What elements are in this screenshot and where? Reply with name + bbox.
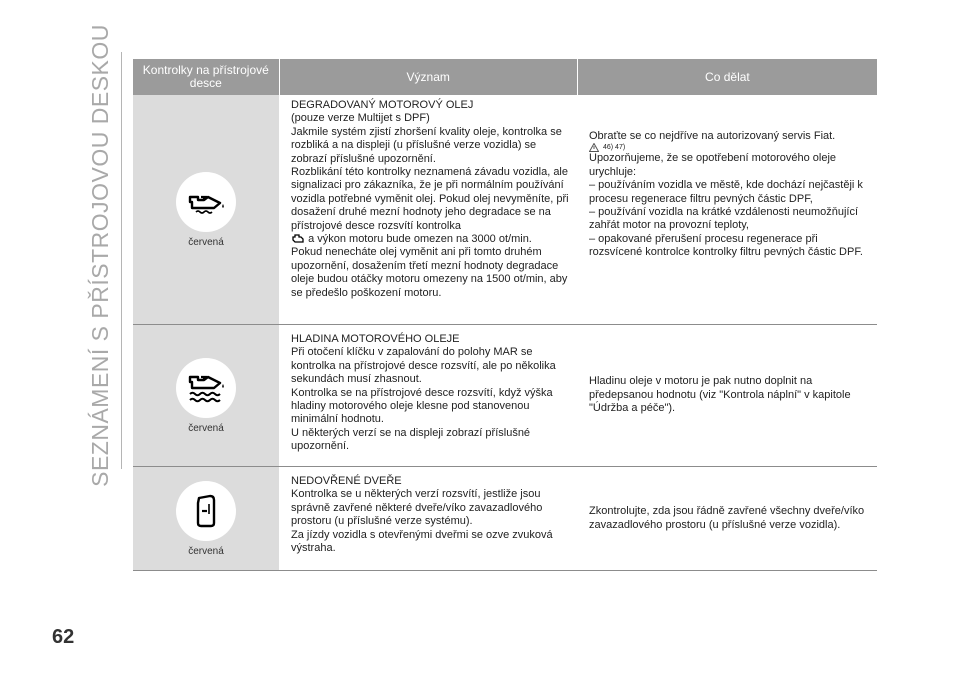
action-text: Obraťte se co nejdříve na autorizovaný servis Fiat.: [589, 130, 836, 142]
header-meaning: Význam: [280, 59, 578, 95]
header-warning-lights: Kontrolky na přístrojové desce: [133, 59, 280, 95]
meaning-title: NEDOVŘENÉ DVEŘE: [291, 475, 402, 487]
action-text: – používáním vozidla ve městě, kde dochází nejčastěji k procesu regenerace filtru pevných částic DPF,: [589, 179, 863, 205]
warning-triangle-icon: [589, 143, 599, 152]
meaning-text: Jakmile systém zjistí zhoršení kvality oleje, kontrolka se rozbliká a na displeji (u příslušné verze vozidla) se zobrazí příslušné upozornění.: [291, 125, 562, 165]
table-header: [133, 59, 877, 95]
action-text: Zkontrolujte, zda jsou řádně zavřené všechny dveře/víko zavazadlového prostoru (u příslušné verze vozidla).: [589, 505, 865, 531]
section-title-vertical: [82, 23, 118, 487]
page-number: 62: [52, 626, 75, 648]
oil-degradation-icon: [176, 172, 236, 232]
table-row: [133, 95, 877, 325]
door-open-icon: [176, 481, 236, 541]
warning-icon-cell: [133, 325, 279, 466]
oil-level-icon: [176, 358, 236, 418]
section-title: SEZNÁMENÍ S PŘÍSTROJOVOU DESKOU: [86, 23, 113, 487]
side-divider: [121, 52, 122, 469]
action-cell: [577, 325, 877, 466]
action-text: – používání vozidla na krátké vzdálenosti neumožňující zahřát motor na provozní teploty,: [589, 206, 859, 232]
engine-icon: [291, 234, 305, 244]
icon-color-label: červená: [188, 545, 224, 557]
meaning-cell: [279, 95, 577, 324]
meaning-text-with-icon: [291, 233, 571, 246]
meaning-text: Kontrolka se na přístrojové desce rozsvítí, když výška hladiny motorového oleje klesne pod stanovenou minimální hodnotu.: [291, 386, 553, 426]
meaning-text: U některých verzí se na displeji zobrazí příslušné upozornění.: [291, 426, 531, 453]
warning-numbers: 46) 47): [603, 144, 626, 152]
meaning-cell: [279, 325, 577, 466]
action-text: Hladinu oleje v motoru je pak nutno doplnit na předepsanou hodnotu (viz "Kontrola náplní" v kapitole "Údržba a péče").: [589, 375, 851, 415]
meaning-text: Za jízdy vozidla s otevřenými dveřmi se ozve zvuková výstraha.: [291, 528, 553, 555]
meaning-title: DEGRADOVANÝ MOTOROVÝ OLEJ: [291, 99, 474, 111]
warning-lights-table: [133, 59, 877, 571]
meaning-text: Pokud nenecháte olej vyměnit ani při tomto druhém upozornění, dosažením třetí mezní hodnoty degradace oleje budou otáčky motoru omezeny na 1500 ot/min, aby se předešlo poškození motoru.: [291, 246, 568, 299]
action-text: – opakované přerušení procesu regenerace při rozsvícené kontrolce kontrolky filtru pevných částic DPF.: [589, 232, 863, 259]
meaning-title: HLADINA MOTOROVÉHO OLEJE: [291, 333, 460, 345]
meaning-cell: [279, 467, 577, 570]
warning-icon-cell: [133, 467, 279, 570]
meaning-text: (pouze verze Multijet s DPF): [291, 112, 430, 125]
meaning-after-icon: a výkon motoru bude omezen na 3000 ot/min.: [308, 233, 532, 246]
header-what-to-do: Co dělat: [705, 69, 750, 84]
icon-color-label: červená: [188, 236, 224, 248]
warning-reference: [589, 143, 871, 152]
table-row: [133, 467, 877, 571]
meaning-text: Při otočení klíčku v zapalování do polohy MAR se kontrolka na přístrojové desce rozsvítí, ale po několika sekundách musí zhasnout.: [291, 346, 556, 386]
icon-color-label: červená: [188, 422, 224, 434]
meaning-text: Kontrolka se u některých verzí rozsvítí, jestliže jsou správně zavřené některé dveře/víko zavazadlového prostoru (u příslušné verze systému).: [291, 488, 543, 528]
meaning-text: Rozblikání této kontrolky neznamená závadu vozidla, ale signalizaci pro zákazníka, že je při normálním používání vozidla potřebné vyměnit olej. Pokud olej nevyměníte, při dosažení druhé mezní hodnoty jeho degradace se na přístrojové desce rozsvítí kontrolka: [291, 166, 569, 232]
action-cell: [577, 95, 877, 324]
warning-icon-cell: [133, 95, 279, 324]
action-cell: [577, 467, 877, 570]
action-text: Upozorňujeme, že se opotřebení motorového oleje urychluje:: [589, 152, 837, 178]
table-row: [133, 325, 877, 467]
